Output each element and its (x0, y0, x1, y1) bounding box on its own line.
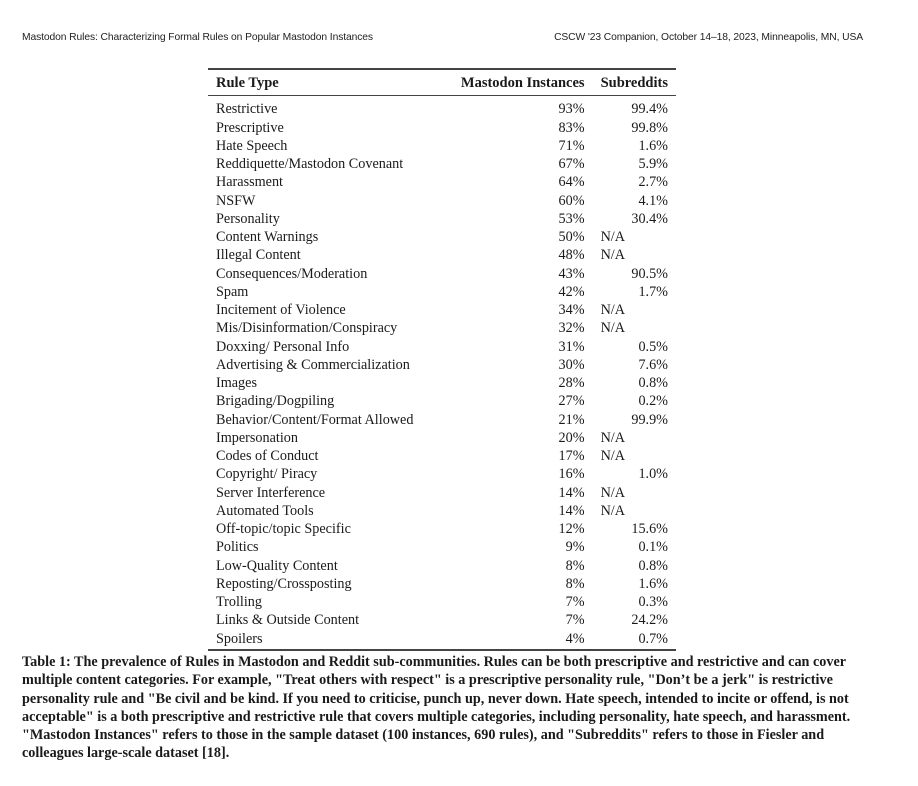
cell-mastodon-instances: 50% (558, 229, 585, 245)
cell-subreddits: 1.6% (638, 575, 668, 592)
cell-mastodon-instances: 4% (453, 630, 593, 650)
header-rule-type: Rule Type (208, 69, 453, 96)
table-row (208, 611, 676, 629)
cell-rule-type: Mis/Disinformation/Conspiracy (216, 320, 398, 337)
cell-rule-type: Links & Outside Content (216, 612, 360, 629)
table-row (208, 155, 676, 173)
cell-rule-type: Codes of Conduct (216, 448, 319, 464)
table-row (208, 392, 676, 410)
table-row (208, 319, 676, 337)
table-header-row (208, 69, 676, 96)
cell-subreddits: 0.8% (638, 375, 668, 391)
cell-rule-type: Illegal Content (216, 247, 301, 264)
cell-mastodon-instances: 17% (558, 448, 585, 464)
cell-mastodon-instances: 20% (558, 429, 585, 446)
cell-mastodon-instances: 83% (558, 119, 585, 136)
cell-mastodon-instances: 7% (565, 612, 585, 629)
cell-rule-type: Harassment (216, 174, 283, 191)
cell-mastodon-instances: 34% (558, 302, 585, 318)
table-row (208, 374, 676, 392)
cell-subreddits: N/A (600, 320, 625, 337)
table-row (208, 265, 676, 283)
table-row (208, 96, 676, 119)
cell-mastodon-instances: 31% (558, 338, 585, 355)
cell-mastodon-instances: 42% (558, 283, 585, 300)
header-subreddits: Subreddits (593, 69, 676, 96)
cell-rule-type: Spoilers (208, 630, 453, 650)
cell-rule-type: Impersonation (216, 429, 298, 446)
cell-mastodon-instances: 9% (565, 539, 585, 556)
table-row (208, 557, 676, 575)
cell-mastodon-instances: 71% (558, 137, 585, 154)
cell-subreddits: 99.4% (631, 101, 668, 118)
cell-rule-type: Incitement of Violence (216, 302, 346, 318)
running-header (22, 32, 863, 48)
cell-subreddits: 0.1% (638, 539, 668, 556)
cell-rule-type: Restrictive (216, 101, 278, 118)
table-row (208, 192, 676, 210)
cell-rule-type: Reddiquette/Mastodon Covenant (216, 156, 404, 172)
cell-rule-type: Consequences/Moderation (216, 265, 368, 282)
cell-rule-type: Off-topic/topic Specific (216, 521, 351, 537)
cell-subreddits: 2.7% (638, 174, 668, 191)
cell-mastodon-instances: 8% (565, 575, 585, 592)
cell-mastodon-instances: 7% (565, 594, 585, 610)
cell-rule-type: Hate Speech (216, 137, 288, 154)
cell-subreddits: 0.8% (638, 557, 668, 574)
table-row (208, 484, 676, 502)
table-row (208, 119, 676, 137)
cell-rule-type: Behavior/Content/Format Allowed (216, 411, 414, 428)
cell-mastodon-instances: 30% (558, 356, 585, 373)
cell-rule-type: Trolling (216, 594, 262, 610)
running-header-title: Mastodon Rules: Characterizing Formal Rules on Popular Mastodon Instances (22, 32, 373, 43)
table-row (208, 173, 676, 191)
cell-mastodon-instances: 48% (558, 247, 585, 264)
cell-mastodon-instances: 60% (558, 192, 585, 209)
table-row (208, 593, 676, 611)
table-row (208, 210, 676, 228)
cell-rule-type: Automated Tools (216, 502, 314, 519)
table-row (208, 228, 676, 246)
cell-rule-type: Spam (216, 283, 249, 300)
cell-mastodon-instances: 12% (558, 521, 585, 537)
cell-mastodon-instances: 16% (558, 466, 585, 483)
cell-mastodon-instances: 32% (558, 320, 585, 337)
cell-subreddits: N/A (600, 429, 625, 446)
table-row (208, 447, 676, 465)
table-row (208, 520, 676, 538)
cell-mastodon-instances: 28% (558, 375, 585, 391)
cell-rule-type: Server Interference (216, 484, 326, 501)
cell-rule-type: Brigading/Dogpiling (216, 393, 335, 410)
cell-mastodon-instances: 14% (558, 502, 585, 519)
table-header (208, 69, 676, 96)
table-row (208, 356, 676, 374)
cell-mastodon-instances: 27% (558, 393, 585, 410)
cell-mastodon-instances: 67% (558, 156, 585, 172)
cell-subreddits: 15.6% (631, 521, 668, 537)
cell-rule-type: Prescriptive (216, 119, 284, 136)
table-row (208, 502, 676, 520)
cell-mastodon-instances: 64% (558, 174, 585, 191)
cell-rule-type: Personality (216, 210, 280, 227)
table-row (208, 575, 676, 593)
cell-subreddits: N/A (600, 229, 625, 245)
table-caption: Table 1: The prevalence of Rules in Mastodon and Reddit sub-communities. Rules can be both prescriptive and restrictive and can cover multiple content categories. For example, "Treat others with respect" is a prescriptive personality rule, "Don’t be a jerk" is restrictive personality rule and "Be civil and be kind. If you need to criticise, punch up, never down. Hate speech, intended to incite or offend, is not acceptable" is a both prescriptive and restrictive rule that covers multiple categories, including personality, hate speech, and harassment. "Mastodon Instances" refers to those in the sample dataset (100 instances, 690 rules), and "Subreddits" refers to those in Fiesler and colleagues large-scale dataset [18]. (22, 654, 851, 762)
cell-subreddits: N/A (600, 484, 625, 501)
cell-mastodon-instances: 93% (558, 101, 585, 118)
cell-subreddits: 0.5% (638, 338, 668, 355)
table-row (208, 538, 676, 556)
cell-subreddits: 30.4% (631, 210, 668, 227)
cell-subreddits: 99.8% (631, 119, 668, 136)
cell-subreddits: 99.9% (631, 411, 668, 428)
cell-rule-type: Copyright/ Piracy (216, 466, 318, 483)
table-row (208, 465, 676, 483)
cell-subreddits: 7.6% (638, 356, 668, 373)
cell-rule-type: Advertising & Commercialization (216, 356, 410, 373)
cell-subreddits: 0.7% (593, 630, 676, 650)
cell-subreddits: N/A (600, 502, 625, 519)
cell-mastodon-instances: 53% (558, 210, 585, 227)
table-row (208, 246, 676, 264)
table-row (208, 301, 676, 319)
cell-subreddits: 1.7% (638, 283, 668, 300)
table-row (208, 338, 676, 356)
cell-mastodon-instances: 21% (558, 411, 585, 428)
cell-subreddits: 90.5% (631, 265, 668, 282)
table-row (208, 283, 676, 301)
cell-subreddits: 1.0% (638, 466, 668, 483)
table-body (208, 96, 676, 650)
cell-subreddits: 24.2% (631, 612, 668, 629)
rules-prevalence-table (208, 68, 676, 651)
cell-rule-type: Doxxing/ Personal Info (216, 338, 350, 355)
cell-mastodon-instances: 43% (558, 265, 585, 282)
cell-subreddits: 5.9% (638, 156, 668, 172)
running-header-venue: CSCW '23 Companion, October 14–18, 2023, Minneapolis, MN, USA (554, 32, 863, 43)
table-row (208, 137, 676, 155)
cell-rule-type: NSFW (216, 192, 256, 209)
cell-subreddits: N/A (600, 247, 625, 264)
table-row (208, 429, 676, 447)
cell-subreddits: N/A (600, 448, 625, 464)
cell-rule-type: Politics (216, 539, 259, 556)
cell-rule-type: Reposting/Crossposting (216, 575, 352, 592)
cell-mastodon-instances: 8% (565, 557, 585, 574)
cell-subreddits: N/A (600, 302, 625, 318)
cell-rule-type: Images (216, 375, 257, 391)
cell-subreddits: 4.1% (638, 192, 668, 209)
cell-mastodon-instances: 14% (558, 484, 585, 501)
rules-table-container (208, 68, 676, 651)
table-row (208, 630, 676, 650)
cell-subreddits: 0.2% (638, 393, 668, 410)
header-mastodon-instances: Mastodon Instances (453, 69, 593, 96)
cell-rule-type: Content Warnings (216, 229, 319, 245)
table-row (208, 411, 676, 429)
cell-subreddits: 1.6% (638, 137, 668, 154)
cell-rule-type: Low-Quality Content (216, 557, 338, 574)
cell-subreddits: 0.3% (638, 594, 668, 610)
